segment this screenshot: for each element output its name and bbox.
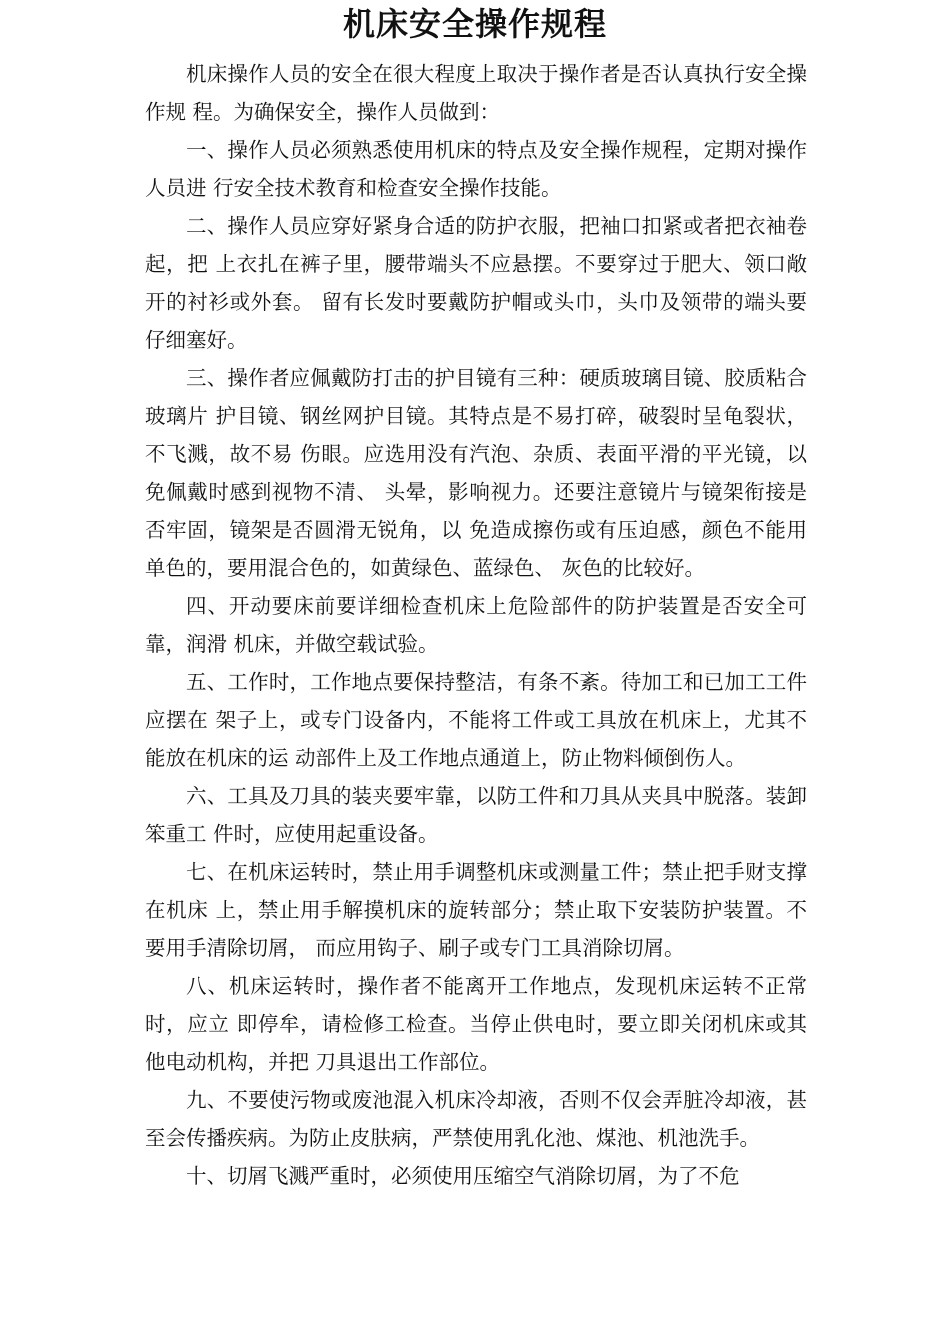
paragraph-rule-2: 二、操作人员应穿好紧身合适的防护衣服，把袖口扣紧或者把衣袖卷起，把 上衣扎在裤子里，腰带端头不应悬摆。不要穿过于肥大、领口敞开的衬衫或外套。 留有长发时要戴防护帽或头巾，头巾及领带的端头要仔细塞好。: [145, 214, 807, 352]
paragraph-rule-6: 六、工具及刀具的装夹要牢靠，以防工件和刀具从夹具中脱落。装卸笨重工 件时，应使用起重设备。: [145, 784, 807, 846]
document-body: [145, 55, 807, 1195]
paragraph-intro: 机床操作人员的安全在很大程度上取决于操作者是否认真执行安全操作规 程。为确保安全，操作人员做到：: [145, 62, 807, 124]
paragraph-rule-5: 五、工作时，工作地点要保持整洁，有条不紊。待加工和已加工工件应摆在 架子上，或专门设备内，不能将工件或工具放在机床上，尤其不能放在机床的运 动部件上及工作地点通道上，防止物料倾倒伤人。: [145, 670, 807, 770]
paragraph-rule-3: 三、操作者应佩戴防打击的护目镜有三种：硬质玻璃目镜、胶质粘合玻璃片 护目镜、钢丝网护目镜。其特点是不易打碎，破裂时呈龟裂状，不飞溅，故不易 伤眼。应选用没有汽泡、杂质、表面平滑的平光镜，以免佩戴时感到视物不清、 头晕，影响视力。还要注意镜片与镜架衔接是否牢固，镜架是否圆滑无锐角，以 免造成擦伤或有压迫感，颜色不能用单色的，要用混合色的，如黄绿色、蓝绿色、 灰色的比较好。: [145, 366, 807, 580]
paragraph-rule-8: 八、机床运转时，操作者不能离开工作地点，发现机床运转不正常时，应立 即停牟，请检修工检查。当停止供电时，要立即关闭机床或其他电动机构，并把 刀具退出工作部位。: [145, 974, 807, 1074]
paragraph-rule-4: 四、开动要床前要详细检查机床上危险部件的防护装置是否安全可靠，润滑 机床，并做空载试验。: [145, 594, 807, 656]
paragraph-rule-7: 七、在机床运转时，禁止用手调整机床或测量工件；禁止把手财支撑在机床 上，禁止用手解摸机床的旋转部分；禁止取下安装防护装置。不要用手清除切屑， 而应用钩子、刷子或专门工具消除切屑。: [145, 860, 807, 960]
paragraph-rule-10: 十、切屑飞溅严重时，必须使用压缩空气消除切屑，为了不危: [186, 1164, 740, 1188]
paragraph-rule-9: 九、不要使污物或废池混入机床冷却液，否则不仅会弄脏冷却液，甚至会传播疾病。为防止皮肤病，严禁使用乳化池、煤池、机池洗手。: [145, 1088, 807, 1150]
document-title: 机床安全操作规程: [342, 5, 607, 43]
paragraph-rule-1: 一、操作人员必须熟悉使用机床的特点及安全操作规程，定期对操作人员进 行安全技术教育和检查安全操作技能。: [145, 138, 807, 200]
